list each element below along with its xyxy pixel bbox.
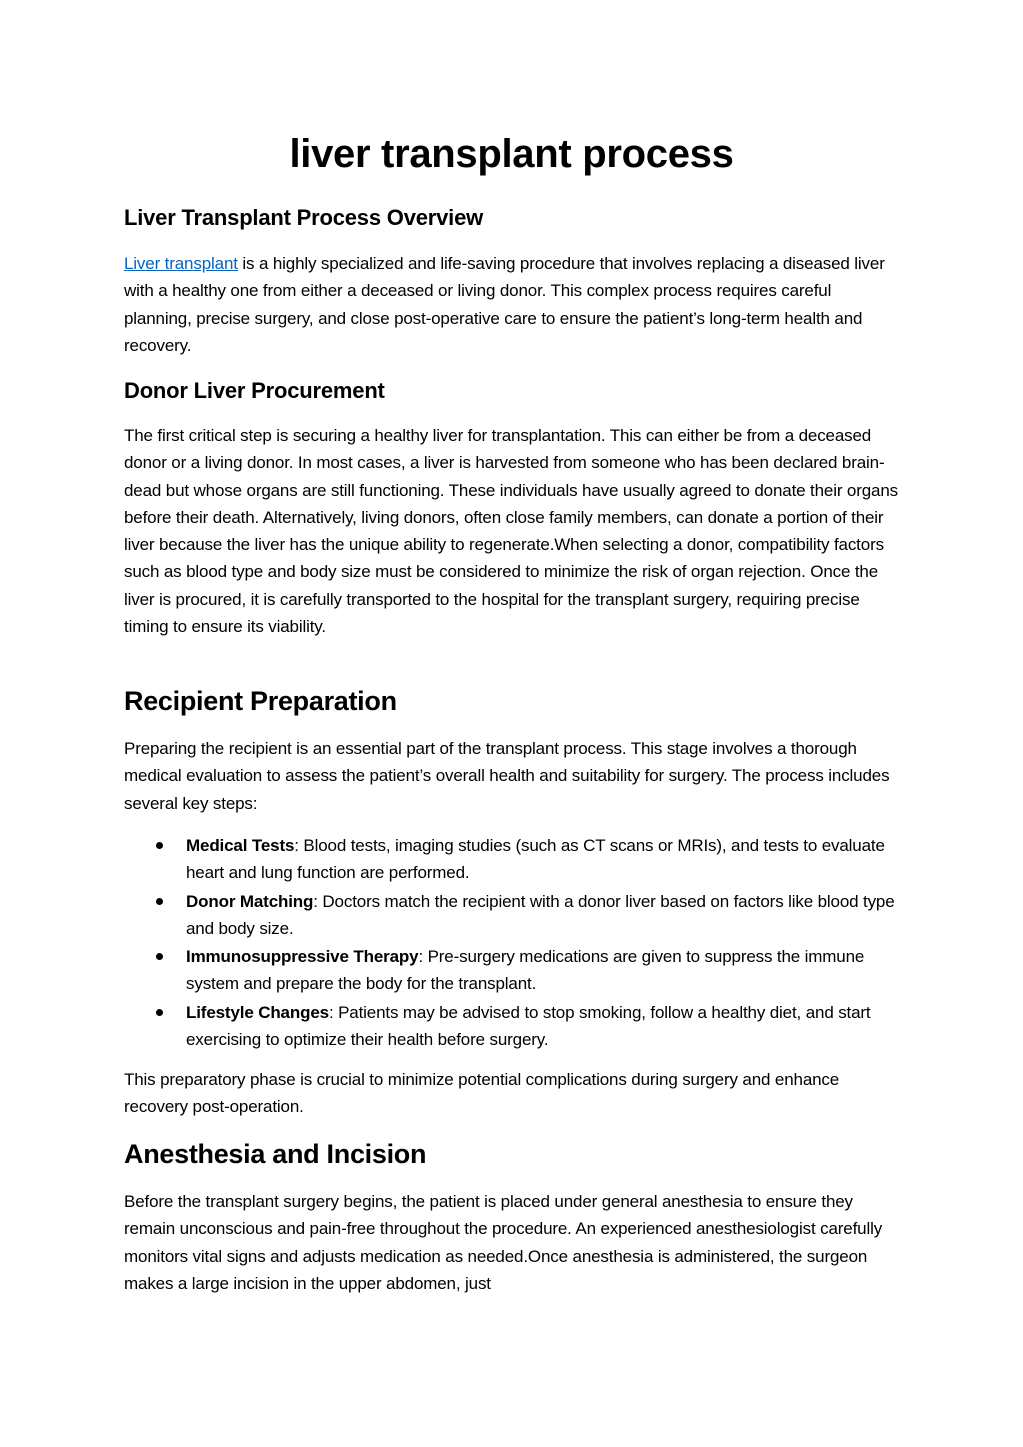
list-item-text: : Patients may be advised to stop smoking, follow a healthy diet, and start exercising to optimize their health before surgery. xyxy=(186,1002,871,1049)
list-item-text: : Pre-surgery medications are given to suppress the immune system and prepare the body for the transplant. xyxy=(186,947,865,994)
anesthesia-paragraph: Before the transplant surgery begins, the patient is placed under general anesthesia to ensure they remain unconscious and pain-free throughout the procedure. An experienced anesthesiologist carefully monitors vital signs and adjusts medication as needed.Once anesthesia is administered, the surgeon makes a large incision in the upper abdomen, just xyxy=(124,1192,883,1293)
list-item-term: Donor Matching xyxy=(186,891,314,911)
donor-paragraph: The first critical step is securing a healthy liver for transplantation. This can either be from a deceased donor or a living donor. In most cases, a liver is harvested from someone who has been declared brain-dead but whose organs are still functioning. These individuals have usually agreed to donate their organs before their death. Alternatively, living donors, often close family members, can donate a portion of their liver because the liver has the unique ability to regenerate.When selecting a donor, compatibility factors such as blood type and body size must be considered to minimize the risk of organ rejection. Once the liver is procured, it is carefully transported to the hospital for the transplant surgery, requiring precise timing to ensure its viability. xyxy=(124,426,899,637)
list-item-term: Medical Tests xyxy=(186,836,295,855)
list-item-text: : Blood tests, imaging studies (such as CT scans or MRIs), and tests to evaluate heart and lung function are performed. xyxy=(186,836,885,883)
recipient-steps-list xyxy=(124,832,899,1054)
overview-heading: Liver Transplant Process Overview xyxy=(124,205,484,230)
document-title: liver transplant process xyxy=(289,132,734,176)
bullet-icon xyxy=(156,1009,163,1016)
overview-text: is a highly specialized and life-saving procedure that involves replacing a diseased liver with a healthy one from either a deceased or living donor. This complex process requires careful planning, precise surgery, and close post-operative care to ensure the patient’s long-term health and recovery. xyxy=(124,254,885,355)
recipient-heading: Recipient Preparation xyxy=(124,686,397,716)
bullet-icon xyxy=(156,898,163,905)
recipient-intro: Preparing the recipient is an essential part of the transplant process. This stage involves a thorough medical evaluation to assess the patient’s overall health and suitability for surgery. The process includes several key steps: xyxy=(124,739,890,813)
overview-paragraph xyxy=(124,250,899,359)
list-item-term: Lifestyle Changes xyxy=(186,1002,329,1022)
recipient-outro: This preparatory phase is crucial to minimize potential complications during surgery and enhance recovery post-operation. xyxy=(124,1070,840,1117)
list-item xyxy=(124,999,899,1055)
list-item xyxy=(124,943,899,999)
bullet-icon xyxy=(156,842,163,849)
donor-heading: Donor Liver Procurement xyxy=(124,378,385,403)
bullet-icon xyxy=(156,953,163,960)
list-item xyxy=(124,832,899,888)
list-item-text: : Doctors match the recipient with a donor liver based on factors like blood type and body size. xyxy=(186,891,895,938)
list-item-term: Immunosuppressive Therapy xyxy=(186,947,419,966)
anesthesia-heading: Anesthesia and Incision xyxy=(124,1139,427,1169)
list-item xyxy=(124,888,899,944)
liver-transplant-link[interactable]: Liver transplant xyxy=(124,254,238,273)
